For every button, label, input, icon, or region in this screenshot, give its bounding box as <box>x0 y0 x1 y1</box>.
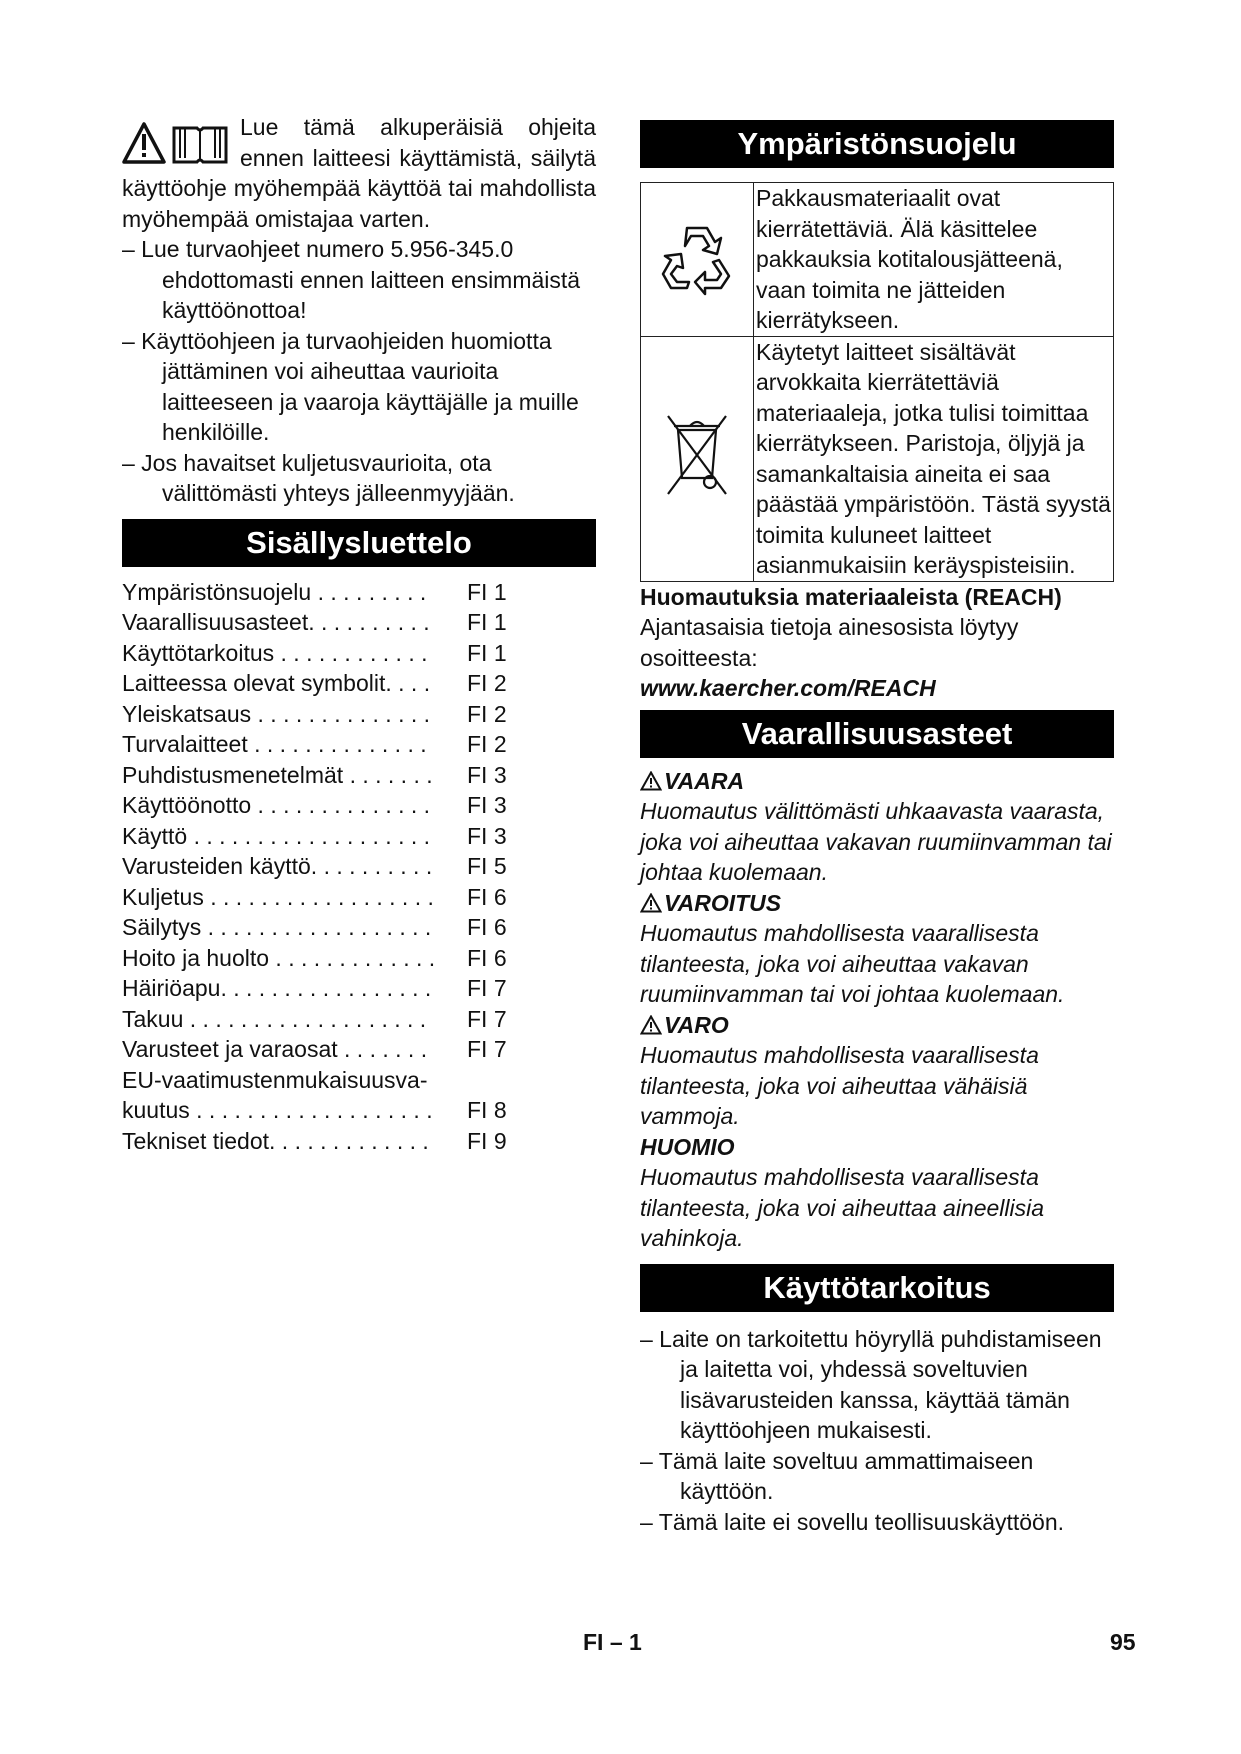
toc-row[interactable] <box>122 1126 522 1157</box>
toc-row[interactable] <box>122 607 522 638</box>
footer-section-number: FI – 1 <box>583 1629 642 1655</box>
bin-text: Käytetyt laitteet sisältävät arvokkaita kierrätettäviä materiaaleja, jotka tulisi toimittaa kierrätykseen. Paristoja, öljyjä ja samankaltaisia aineita ei saa päästää ympäristöön. Tästä syystä toimita kuluneet laitteet asianmukaisiin keräyspisteisiin. <box>754 336 1114 581</box>
toc-entry-label: Varusteet ja varaosat . . . . . . . <box>122 1036 428 1062</box>
toc-entry-label: Hoito ja huolto . . . . . . . . . . . . . <box>122 944 436 971</box>
toc-entry-page: FI 1 <box>467 578 507 605</box>
toc-entry-label: kuutus . . . . . . . . . . . . . . . . . . . <box>122 1097 433 1123</box>
toc-entry-label: Käyttötarkoitus . . . . . . . . . . . . <box>122 639 428 666</box>
toc-row[interactable] <box>122 668 522 699</box>
toc-entry-label: Käyttö . . . . . . . . . . . . . . . . . . . <box>122 822 431 849</box>
footer-page-number: 95 <box>1110 1629 1136 1655</box>
reach-heading: Huomautuksia materiaaleista (REACH) <box>640 583 1062 610</box>
toc-row[interactable] <box>122 790 522 821</box>
toc-entry-label: EU-vaatimustenmukaisuusva- <box>122 1066 428 1093</box>
toc-entry-label: Kuljetus . . . . . . . . . . . . . . . . . . <box>122 883 434 910</box>
toc-entry-page: FI 7 <box>467 1036 507 1062</box>
toc-row[interactable] <box>122 1004 522 1035</box>
toc-entry-page: FI 7 <box>467 975 507 1001</box>
toc-row[interactable] <box>122 973 522 1004</box>
toc-entry-page: FI 1 <box>467 609 507 635</box>
purpose-bullet: – Laite on tarkoitettu höyryllä puhdistamiseen ja laitetta voi, yhdessä soveltuvien lisävarusteiden kanssa, käyttää tämän käyttöohjeen mukaisesti. <box>640 1325 1102 1443</box>
toc-entry-label: Häiriöapu. . . . . . . . . . . . . . . . . <box>122 975 432 1001</box>
warning-manual-icon <box>122 120 232 168</box>
toc-row[interactable] <box>122 912 522 943</box>
toc-row[interactable] <box>122 760 522 791</box>
hazard-label-caution: VARO <box>640 1010 1114 1041</box>
intro-bullet: – Lue turvaohjeet numero 5.956-345.0 ehdottomasti ennen laitteen ensimmäistä käyttöönottoa! <box>122 236 581 323</box>
toc-entry-page: FI 3 <box>467 792 507 818</box>
hazard-text: Huomautus mahdollisesta vaarallisesta tilanteesta, joka voi aiheuttaa vähäisiä vammoja. <box>640 1042 1039 1129</box>
toc-entry-page: FI 2 <box>467 731 507 757</box>
toc-entry-label: Varusteiden käyttö. . . . . . . . . . <box>122 853 433 879</box>
intro-icons <box>122 120 232 168</box>
toc-entry-page: FI 7 <box>467 1005 507 1032</box>
toc-entry-label: Puhdistusmenetelmät . . . . . . . <box>122 761 433 788</box>
toc-entry-page: FI 6 <box>467 944 507 971</box>
hazard-text: Huomautus mahdollisesta vaarallisesta tilanteesta, joka voi aiheuttaa vakavan ruumiinvamman tai voi johtaa kuolemaan. <box>640 920 1065 1007</box>
toc-entry-page: FI 2 <box>467 670 507 696</box>
toc-row[interactable] <box>122 882 522 913</box>
hazard-label-warning: VAROITUS <box>640 888 1114 919</box>
warning-icon <box>640 1012 662 1032</box>
purpose-title: Käyttötarkoitus <box>640 1264 1114 1312</box>
toc-row[interactable] <box>122 638 522 669</box>
toc-entry-page: FI 5 <box>467 853 507 879</box>
recycle-text: Pakkausmateriaalit ovat kierrätettäviä. Älä käsittelee pakkauksia kotitalousjätteenä, vaan toimita ne jätteiden kierrätykseen. <box>754 183 1114 337</box>
toc-entry-page: FI 6 <box>467 883 507 910</box>
toc-title: Sisällysluettelo <box>122 519 596 567</box>
recycle-cell <box>641 183 754 337</box>
intro-bullet: – Jos havaitset kuljetusvaurioita, ota välittömästi yhteys jälleenmyyjään. <box>122 449 515 506</box>
crossed-bin-icon <box>662 410 732 500</box>
hazard-label-danger: VAARA <box>640 766 1114 797</box>
toc-entry-page: FI 1 <box>467 639 507 666</box>
intro-text: Lue tämä alkuperäisiä ohjeita ennen laitteesi käyttämistä, säilytä käyttöohje myöhempää käyttöä tai mahdollista myöhempää omistajaa varten. <box>122 114 596 232</box>
toc-row[interactable] <box>122 851 522 882</box>
reach-link[interactable]: www.kaercher.com/REACH <box>640 675 936 701</box>
toc-row[interactable] <box>122 1065 522 1096</box>
toc-entry-page: FI 3 <box>467 761 507 788</box>
right-column <box>640 120 1114 1537</box>
toc-entry-page: FI 2 <box>467 700 507 727</box>
toc-entry-page <box>467 1065 522 1096</box>
toc-entry-page: FI 6 <box>467 914 507 940</box>
left-column <box>122 112 596 1156</box>
hazard-text: Huomautus välittömästi uhkaavasta vaarasta, joka voi aiheuttaa vakavan ruumiinvamman tai johtaa kuolemaan. <box>640 798 1112 885</box>
intro-section <box>122 112 596 509</box>
toc-entry-label: Ympäristönsuojelu . . . . . . . . . <box>122 578 427 605</box>
bin-cell <box>641 336 754 581</box>
environment-table <box>640 182 1114 582</box>
purpose-bullet: – Tämä laite ei sovellu teollisuuskäyttöön. <box>640 1508 1065 1535</box>
toc-entry-label: Yleiskatsaus . . . . . . . . . . . . . . <box>122 700 431 727</box>
hazard-label-notice: HUOMIO <box>640 1133 735 1160</box>
recycle-icon <box>657 216 737 296</box>
toc-row[interactable] <box>122 577 522 608</box>
toc-entry-label: Takuu . . . . . . . . . . . . . . . . . . . <box>122 1005 427 1032</box>
toc-row[interactable] <box>122 1095 522 1126</box>
toc-entry-label: Käyttöönotto . . . . . . . . . . . . . . <box>122 792 431 818</box>
hazards-title: Vaarallisuusasteet <box>640 710 1114 758</box>
toc-entry-label: Laitteessa olevat symbolit. . . . <box>122 670 431 696</box>
toc-row[interactable] <box>122 729 522 760</box>
warning-icon <box>640 890 662 910</box>
hazards-list <box>640 766 1114 1254</box>
toc-entry-page: FI 8 <box>467 1097 507 1123</box>
toc-entry-label: Vaarallisuusasteet. . . . . . . . . . <box>122 609 430 635</box>
toc-entry-label: Turvalaitteet . . . . . . . . . . . . . . <box>122 731 427 757</box>
environment-title: Ympäristönsuojelu <box>640 120 1114 168</box>
toc-entry-label: Säilytys . . . . . . . . . . . . . . . . . . <box>122 914 432 940</box>
purpose-list <box>640 1324 1114 1538</box>
toc-row[interactable] <box>122 821 522 852</box>
warning-icon <box>640 768 662 788</box>
reach-text: Ajantasaisia tietoja ainesosista löytyy osoitteesta: <box>640 614 1019 671</box>
toc-row[interactable] <box>122 699 522 730</box>
intro-bullet: – Käyttöohjeen ja turvaohjeiden huomiotta jättäminen voi aiheuttaa vaurioita laitteeseen ja vaaroja käyttäjälle ja muille henkilöille. <box>122 327 579 445</box>
toc-entry-page: FI 3 <box>467 822 507 849</box>
toc-entry-page: FI 9 <box>467 1127 507 1154</box>
toc-entry-label: Tekniset tiedot. . . . . . . . . . . . . <box>122 1127 429 1154</box>
environment-row <box>641 336 1114 581</box>
toc-row[interactable] <box>122 943 522 974</box>
hazard-text: Huomautus mahdollisesta vaarallisesta tilanteesta, joka voi aiheuttaa aineellisia vahinkoja. <box>640 1164 1045 1251</box>
toc-row[interactable] <box>122 1034 522 1065</box>
toc-list <box>122 577 522 1157</box>
purpose-bullet: – Tämä laite soveltuu ammattimaiseen käyttöön. <box>640 1447 1034 1504</box>
environment-row <box>641 183 1114 337</box>
